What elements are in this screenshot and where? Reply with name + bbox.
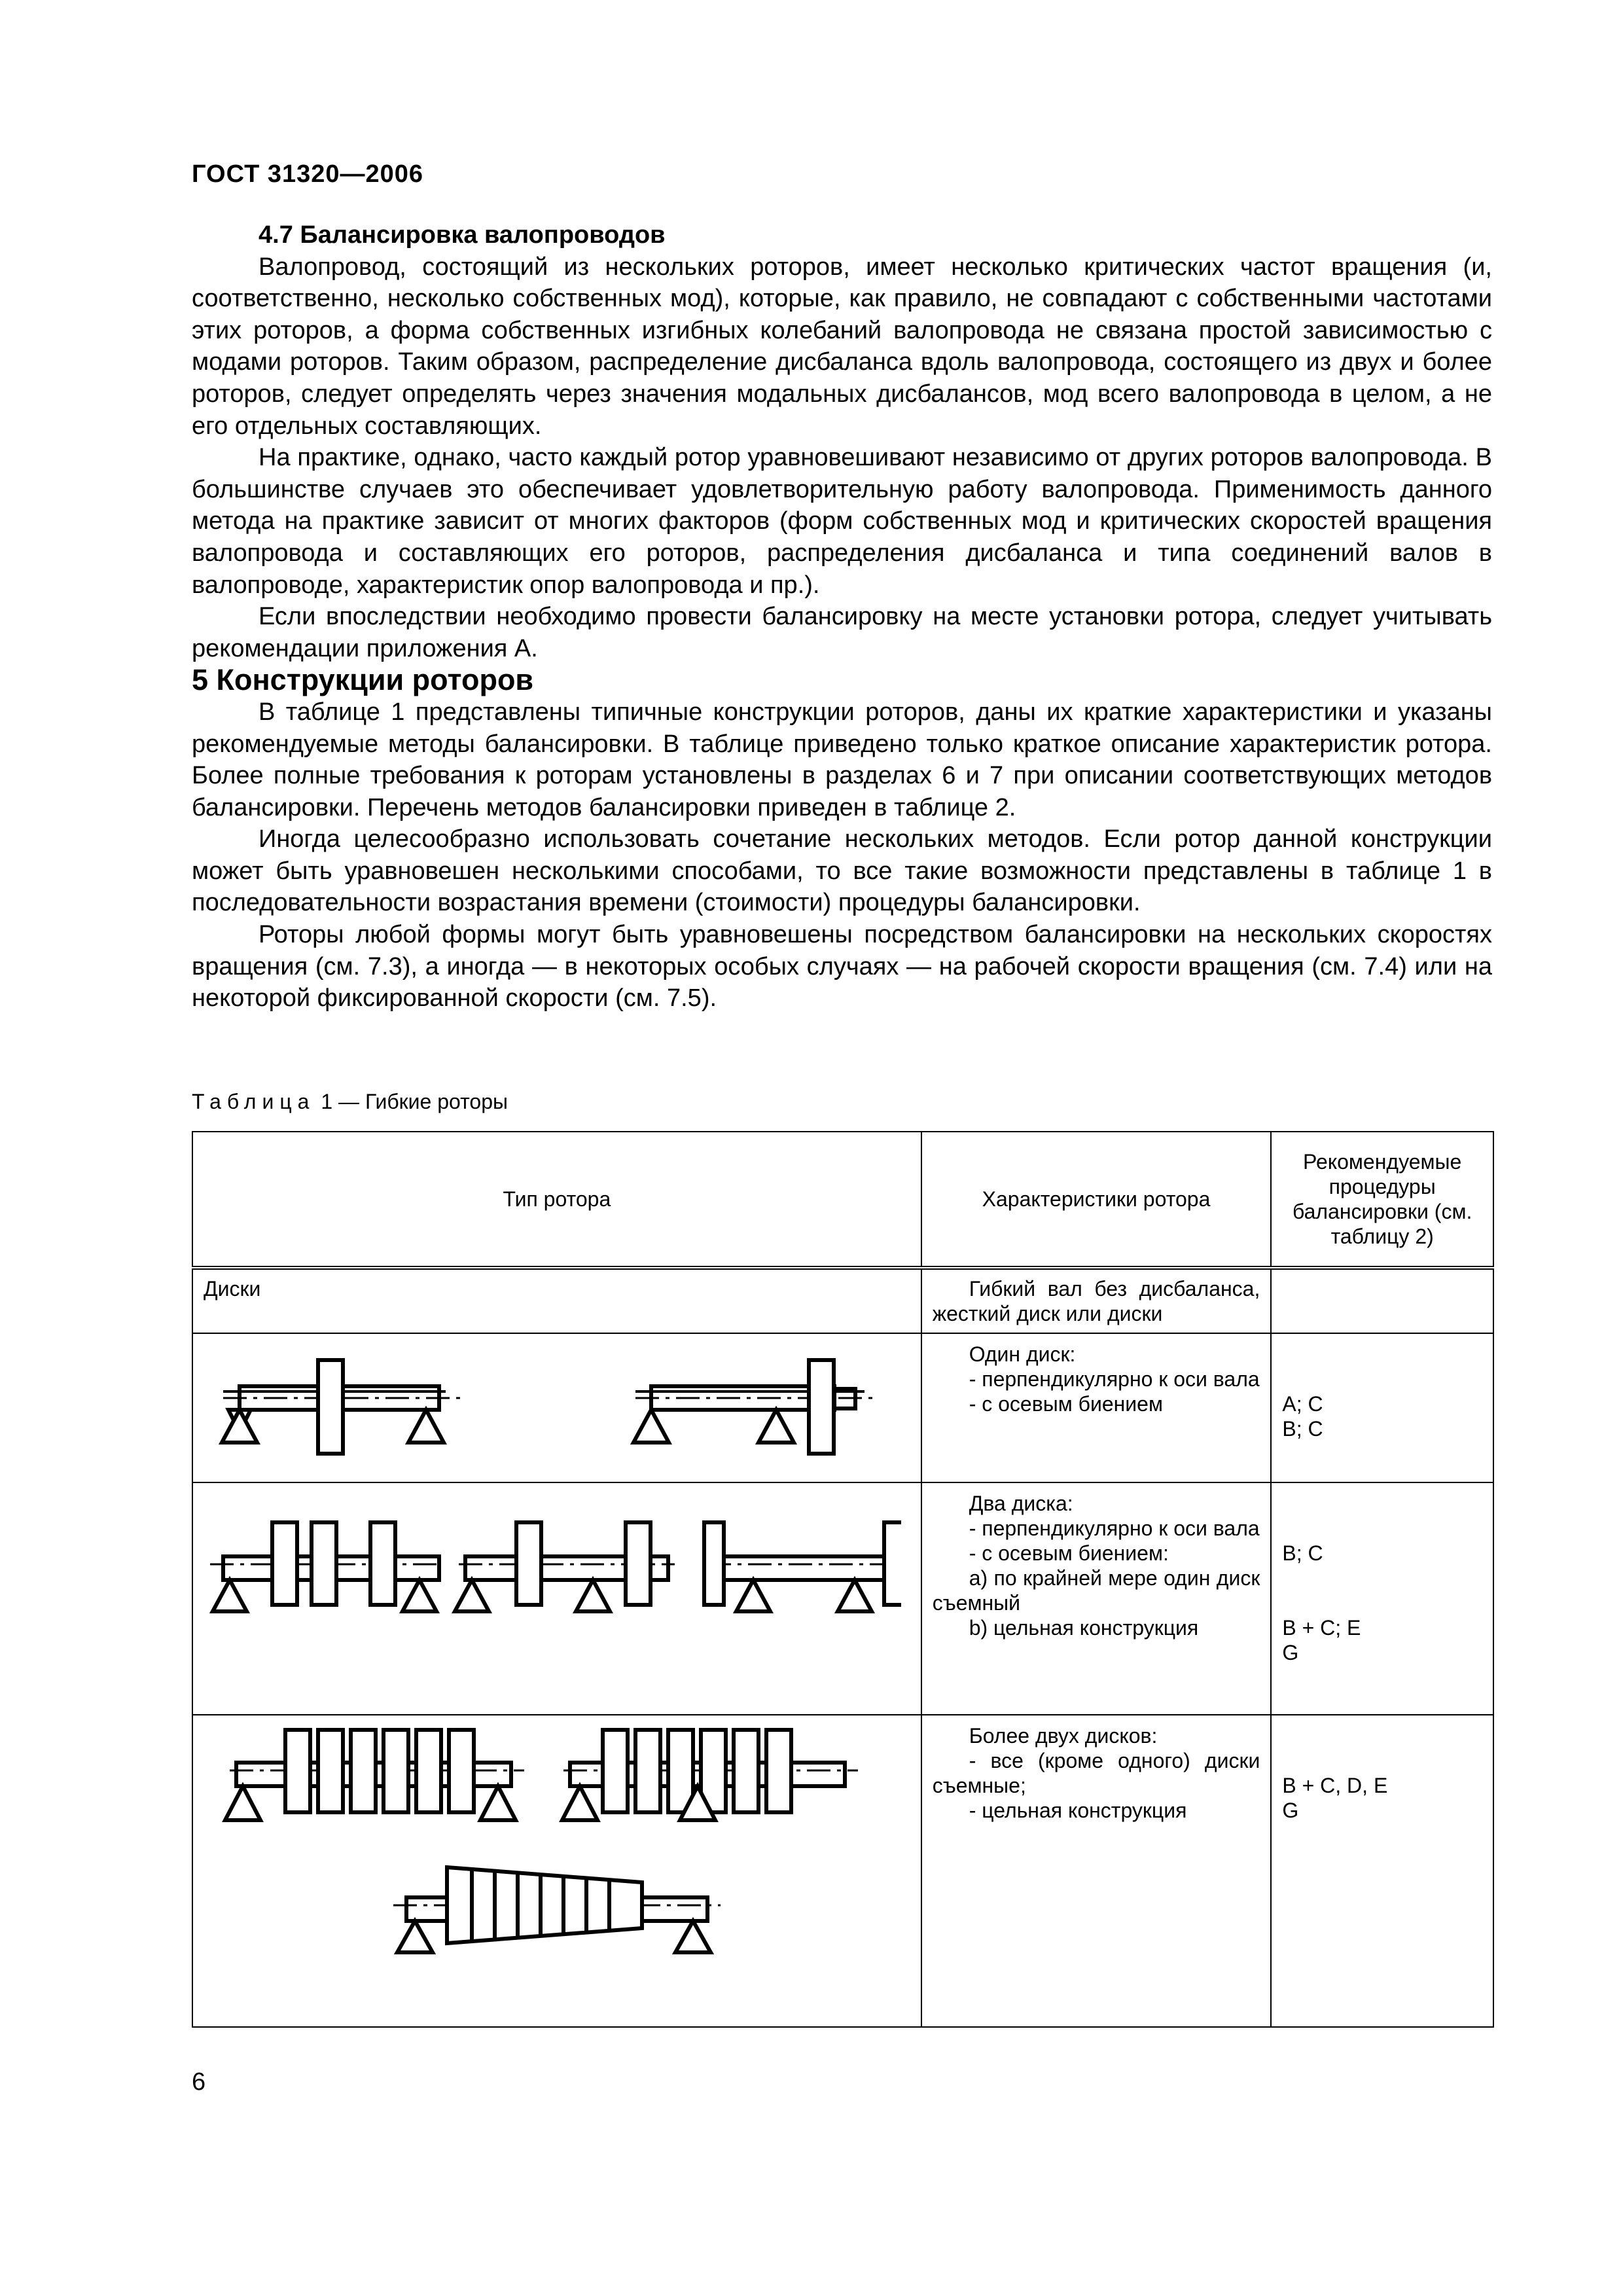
char-line: - цельная конструкция bbox=[969, 1799, 1187, 1822]
single-disc-rotor-drawings bbox=[204, 1334, 901, 1482]
group-characteristic-cell bbox=[921, 1268, 1272, 1333]
body-text bbox=[192, 219, 1492, 1014]
table-row bbox=[192, 1715, 1493, 2027]
procedure-cell bbox=[1271, 1268, 1493, 1333]
table-caption-prefix: Таблица bbox=[192, 1090, 315, 1113]
proc-line bbox=[1282, 1590, 1482, 1615]
char-line: b) цельная конструкция bbox=[969, 1616, 1199, 1640]
group-label-cell bbox=[192, 1268, 921, 1333]
header-characteristics: Характеристики ротора bbox=[921, 1132, 1272, 1268]
proc-line bbox=[1282, 1516, 1482, 1541]
section-5-title: 5 Конструкции роторов bbox=[192, 663, 534, 697]
paragraph: Роторы любой формы могут быть уравновешены посредством балансировки на нескольких скоростях вращения (см. 7.3), а иногда — в некоторых особых случаях — на рабочей скорости вращения (см. 7.4) или на некоторой фиксированной скорости (см. 7.5). bbox=[192, 921, 1492, 1013]
procedure-cell bbox=[1271, 1715, 1493, 2027]
two-disc-runout-a-drawing bbox=[455, 1522, 675, 1611]
char-line: - перпендикулярно к оси вала bbox=[969, 1367, 1260, 1391]
proc-line bbox=[1282, 1491, 1482, 1516]
paragraph: На практике, однако, часто каждый ротор уравновешивают независимо от других роторов валопровода. В большинстве случаев это обеспечивает удовлетворительную работу валопровода. Применимость данного метода на практике зависит от многих факторов (форм собственных мод и критических скоростей вращения валопровода и составляющих его роторов, распределения дисбаланса и типа соединений валов в валопроводе, характеристик опор валопровода и пр.). bbox=[192, 444, 1492, 599]
group-label: Диски bbox=[204, 1277, 261, 1300]
multi-disc-rotor-drawings bbox=[204, 1715, 901, 2023]
paragraph: Если впоследствии необходимо провести балансировку на месте установки ротора, следует учитывать рекомендации приложения А. bbox=[192, 603, 1492, 662]
char-line: a) по крайней мере один диск съемный bbox=[932, 1566, 1260, 1615]
char-line: Более двух дисков: bbox=[969, 1724, 1158, 1748]
proc-line bbox=[1282, 1342, 1482, 1367]
tapered-rotor-drawing bbox=[393, 1867, 721, 1952]
two-disc-perpendicular-drawing bbox=[210, 1522, 439, 1611]
procedure-cell bbox=[1271, 1482, 1493, 1715]
multi-disc-removable-drawing bbox=[225, 1730, 524, 1820]
characteristics-cell bbox=[921, 1715, 1272, 2027]
table-row bbox=[192, 1482, 1493, 1715]
characteristics-cell bbox=[921, 1482, 1272, 1715]
characteristics-cell bbox=[921, 1333, 1272, 1482]
proc-line: B + C, D, E bbox=[1282, 1774, 1388, 1797]
page-number: 6 bbox=[192, 2068, 206, 2096]
proc-line bbox=[1282, 1566, 1482, 1590]
paragraph: Валопровод, состоящий из нескольких роторов, имеет несколько критических частот вращения (и, соответственно, несколько собственных мод), которые, как правило, не совпадают с собственными частотами этих роторов, а форма собственных изгибных колебаний валопровода не связана простой зависимостью с модами роторов. Таким образом, распределение дисбаланса вдоль валопровода, состоящего из двух и более роторов, следует определять через значения модальных дисбалансов, мод всего валопровода в целом, а не его отдельных составляющих. bbox=[192, 253, 1492, 440]
standard-number: ГОСТ 31320—2006 bbox=[192, 160, 424, 188]
char-line: - с осевым биением bbox=[969, 1392, 1163, 1416]
single-disc-runout-drawing bbox=[633, 1360, 878, 1454]
header-rotor-type: Тип ротора bbox=[192, 1132, 921, 1268]
rotor-drawing-cell bbox=[192, 1715, 921, 2027]
proc-line: B + C; E bbox=[1282, 1616, 1361, 1640]
proc-line bbox=[1282, 1723, 1482, 1748]
section-4-7-title: 4.7 Балансировка валопроводов bbox=[259, 221, 666, 249]
paragraph: Иногда целесообразно использовать сочетание нескольких методов. Если ротор данной конструкции может быть уравновешен несколькими способами, то все такие возможности представлены в таблице 1 в последовательности возрастания времени (стоимости) процедуры балансировки. bbox=[192, 825, 1492, 917]
proc-line: G bbox=[1282, 1641, 1299, 1664]
two-disc-runout-b-drawing bbox=[704, 1522, 901, 1611]
header-procedures: Рекомендуемые процедуры балансировки (см. таблицу 2) bbox=[1271, 1132, 1493, 1268]
char-line: - все (кроме одного) диски съемные; bbox=[932, 1749, 1260, 1797]
char-line: Один диск: bbox=[969, 1342, 1076, 1366]
procedure-cell bbox=[1271, 1333, 1493, 1482]
proc-line bbox=[1282, 1367, 1482, 1391]
table-header-row bbox=[192, 1132, 1493, 1268]
proc-line: A; C bbox=[1282, 1392, 1323, 1416]
group-characteristic: Гибкий вал без дисбаланса, жесткий диск или диски bbox=[932, 1277, 1260, 1325]
proc-line bbox=[1282, 1748, 1482, 1773]
two-disc-rotor-drawings bbox=[204, 1483, 901, 1712]
table-caption bbox=[192, 1090, 508, 1114]
table-row bbox=[192, 1333, 1493, 1482]
rotor-drawing-cell bbox=[192, 1482, 921, 1715]
rotor-drawing-cell bbox=[192, 1333, 921, 1482]
rotor-table bbox=[192, 1131, 1494, 2028]
char-line: - перпендикулярно к оси вала bbox=[969, 1516, 1260, 1540]
proc-line: G bbox=[1282, 1799, 1299, 1822]
paragraph: В таблице 1 представлены типичные конструкции роторов, даны их краткие характеристики и указаны рекомендуемые методы балансировки. В таблице приведено только краткое описание характеристик ротора. Более полные требования к роторам установлены в разделах 6 и 7 при описании соответствующих методов балансировки. Перечень методов балансировки приведен в таблице 2. bbox=[192, 698, 1492, 821]
table-row bbox=[192, 1268, 1493, 1333]
char-line: Два диска: bbox=[969, 1492, 1073, 1515]
single-disc-perpendicular-drawing bbox=[222, 1360, 465, 1454]
proc-line: B; C bbox=[1282, 1417, 1323, 1441]
char-line: - с осевым биением: bbox=[969, 1541, 1169, 1565]
proc-line: B; C bbox=[1282, 1541, 1323, 1565]
table-caption-text: 1 — Гибкие роторы bbox=[321, 1090, 508, 1113]
multi-disc-integral-drawing bbox=[562, 1730, 858, 1820]
